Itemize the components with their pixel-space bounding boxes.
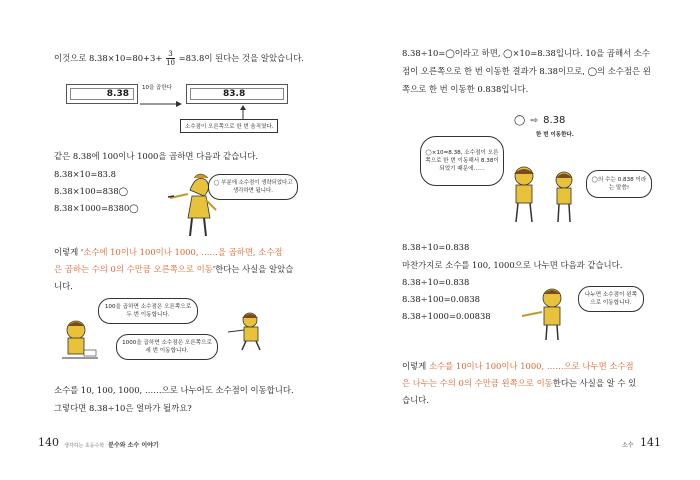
bubble-right-answer (586, 170, 652, 198)
bubble-circle-note (208, 174, 298, 200)
right-para3-orange1: 소수를 10이나 100이나 1000, ……으로 나누면 소수점 (428, 361, 634, 371)
bubble-1000-text: 1000을 곱하면 소수점은 오른쪽으로 세 번 이동합니다. (122, 340, 212, 354)
right-para3 (402, 358, 672, 409)
right-para3-orange2: 은 나누는 수의 0의 수만큼 왼쪽으로 이동 (402, 378, 553, 388)
bubble-left-move-text: 나누면 소수점이 왼쪽으로 이동합니다. (584, 292, 638, 306)
left-eq2: 8.38×100=838◯ (54, 186, 129, 196)
right-para1-line1: 8.38÷10=◯이라고 하면, ◯×10=8.38입니다. 10을 곱해서 소수 (402, 48, 650, 58)
page-number-left: 140 (38, 436, 59, 449)
fraction-numerator: 3 (166, 50, 175, 59)
bubble-100 (98, 298, 198, 324)
diagram-circle: ◯ (514, 115, 526, 126)
left-para2: 같은 8.38에 100이나 1000을 곱하면 다음과 같습니다. (54, 151, 259, 161)
footer-title-right: 소수 (622, 442, 634, 449)
value-right: 83.8 (223, 89, 246, 99)
bubble-right-answer-text: ◯의 수는 0.838 이라는 말씀! (591, 177, 647, 191)
right-para1-line3: 쪽으로 한 번 이동한 0.838입니다. (402, 84, 529, 94)
arrow-right-icon (140, 92, 182, 98)
left-para3-prefix: 이렇게 ' (54, 247, 84, 257)
left-line1 (54, 50, 304, 67)
value-box-left (66, 84, 138, 104)
right-eq2: 8.38÷100=0.0838 (402, 294, 480, 304)
two-children-illustration (504, 164, 590, 224)
bubble-left-explain-text: ◯×10=8.38, 소수점이 오른쪽으로 한 번 이동해서 8.38이 되었기 때문에…… (425, 150, 499, 172)
diagram-value: 8.38 (543, 115, 566, 126)
boy-figure-illustration (220, 312, 274, 352)
footer-left (64, 440, 159, 449)
fraction-denominator: 10 (166, 59, 175, 67)
pointing-boy-illustration (520, 286, 580, 342)
left-para3 (54, 244, 304, 295)
page-number-right: 141 (640, 436, 661, 449)
left-eq3: 8.38×1000=8380◯ (54, 203, 139, 213)
right-para3-suffix: 한다는 사실을 알 수 있 (552, 378, 637, 388)
left-para4-line1: 소수를 10, 100, 1000, ……으로 나누어도 소수점이 이동합니다. (54, 385, 294, 395)
bubble-100-text: 100을 곱하면 소수점은 오른쪽으로 두 번 이동합니다. (104, 304, 192, 318)
right-para2: 마찬가지로 소수를 100, 1000으로 나누면 다음과 같습니다. (402, 260, 623, 270)
left-para4-line2: 그렇다면 8.38÷10은 얼마가 될까요? (54, 403, 192, 413)
caption-box: 소수점이 오른쪽으로 한 번 움직였다. (180, 119, 278, 133)
arrow-label: 10을 곱한다 (142, 85, 172, 91)
value-left: 8.38 (106, 89, 129, 99)
bubble-1000 (116, 334, 218, 360)
left-para3-orange1: 소수에 10이나 100이나 1000, ……을 곱하면, 소수점 (83, 247, 283, 257)
footer-title-left: 분수와 소수 이야기 (108, 442, 159, 449)
diagram-row (514, 115, 565, 126)
bubble-left-explain (420, 136, 504, 186)
diagram-arrow-icon: ⇨ (530, 116, 538, 126)
reading-girl-illustration (58, 318, 102, 364)
left-line1-prefix: 이것으로 8.38×10=80+3+ (54, 53, 163, 63)
right-para3-line3: 습니다. (402, 395, 429, 405)
right-eq-div10: 8.38÷10=0.838 (402, 242, 470, 252)
right-eq1: 8.38÷10=0.838 (402, 277, 470, 287)
fraction (166, 50, 175, 67)
left-para3-suffix: '한다는 사실을 알았습 (212, 264, 294, 274)
right-eq3: 8.38÷1000=0.00838 (402, 311, 491, 321)
diagram-caption: 한 번 이동한다. (536, 132, 574, 138)
left-eq1: 8.38×10=83.8 (54, 169, 116, 179)
left-line1-suffix: =83.8이 된다는 것을 알았습니다. (178, 53, 304, 63)
left-para3-line3: 니다. (54, 281, 73, 291)
value-box-right (186, 84, 288, 104)
bubble-left-move (578, 286, 644, 312)
right-para1-line2: 점이 오른쪽으로 한 번 이동한 결과가 8.38이므로, ◯의 소수점은 왼 (402, 66, 651, 76)
right-para3-prefix: 이렇게 (402, 361, 429, 371)
bubble-circle-text: ◯ 부분에 소수점이 생략되었다고 생각하면 됩니다. (213, 180, 293, 194)
arrow-up-icon (240, 104, 246, 118)
left-para3-orange2: 은 곱하는 수의 0의 수만큼 오른쪽으로 이동 (54, 264, 213, 274)
footer-small: 생각하는 초등수학 (64, 443, 105, 449)
